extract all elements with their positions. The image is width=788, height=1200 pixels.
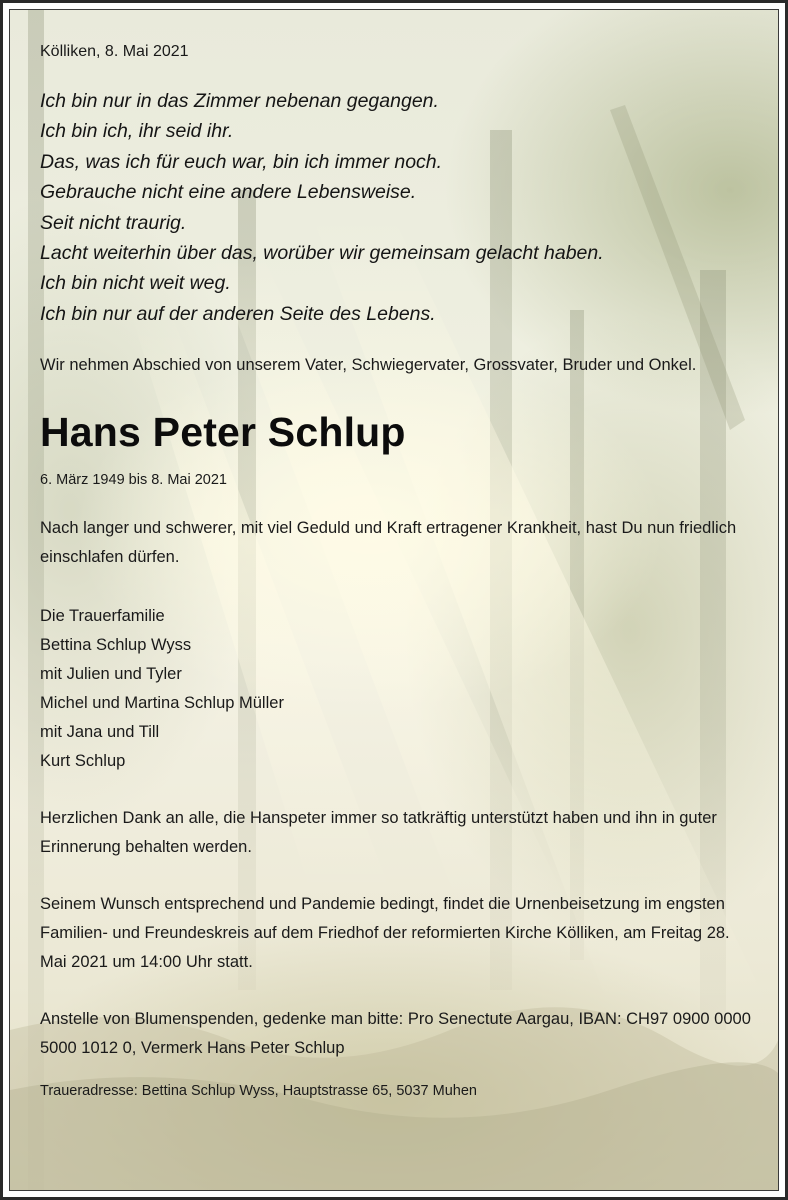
thanks-text: Herzlichen Dank an alle, die Hanspeter immer so tatkräftig unterstützt haben und ihn in guter Erinnerung behalten werden. xyxy=(40,809,717,857)
family-line: Michel und Martina Schlup Müller xyxy=(40,694,284,713)
place-date: Kölliken, 8. Mai 2021 xyxy=(40,43,189,60)
forest-background xyxy=(9,9,779,1191)
passing-text: Nach langer und schwerer, mit viel Geduld und Kraft ertragener Krankheit, hast Du nun friedlich einschlafen dürfen. xyxy=(40,519,737,567)
lifespan-dates: 6. März 1949 bis 8. Mai 2021 xyxy=(40,472,227,489)
poem-line: Ich bin nur auf der anderen Seite des Lebens. xyxy=(40,302,436,325)
family-line: Kurt Schlup xyxy=(40,752,126,771)
poem-line: Gebrauche nicht eine andere Lebensweise. xyxy=(40,181,417,204)
poem-line: Ich bin nicht weit weg. xyxy=(40,272,231,295)
family-line: mit Jana und Till xyxy=(40,723,160,742)
mourning-family xyxy=(40,602,760,776)
poem-line: Ich bin ich, ihr seid ihr. xyxy=(40,120,234,143)
poem-line: Seit nicht traurig. xyxy=(40,211,187,234)
burial-text: Seinem Wunsch entsprechend und Pandemie bedingt, findet die Urnenbeisetzung im engsten Familien- und Freundeskreis auf dem Friedhof der reformierten Kirche Kölliken, am Freitag 28. Mai 2021 um 14:00 Uhr statt. xyxy=(40,895,730,972)
family-line: Bettina Schlup Wyss xyxy=(40,636,192,655)
deceased-name: Hans Peter Schlup xyxy=(40,409,406,456)
mourning-address: Traueradresse: Bettina Schlup Wyss, Hauptstrasse 65, 5037 Muhen xyxy=(40,1083,477,1100)
obituary-content xyxy=(40,40,760,1101)
poem xyxy=(40,86,760,329)
family-line: Die Trauerfamilie xyxy=(40,607,165,626)
poem-line: Das, was ich für euch war, bin ich immer noch. xyxy=(40,150,443,173)
family-line: mit Julien und Tyler xyxy=(40,665,182,684)
poem-line: Ich bin nur in das Zimmer nebenan gegangen. xyxy=(40,90,439,112)
farewell-intro: Wir nehmen Abschied von unserem Vater, Schwiegervater, Grossvater, Bruder und Onkel. xyxy=(40,356,697,375)
poem-line: Lacht weiterhin über das, worüber wir gemeinsam gelacht haben. xyxy=(40,242,604,265)
donation-text: Anstelle von Blumenspenden, gedenke man bitte: Pro Senectute Aargau, IBAN: CH97 0900 0000 5000 1012 0, Vermerk Hans Peter Schlup xyxy=(40,1010,751,1058)
